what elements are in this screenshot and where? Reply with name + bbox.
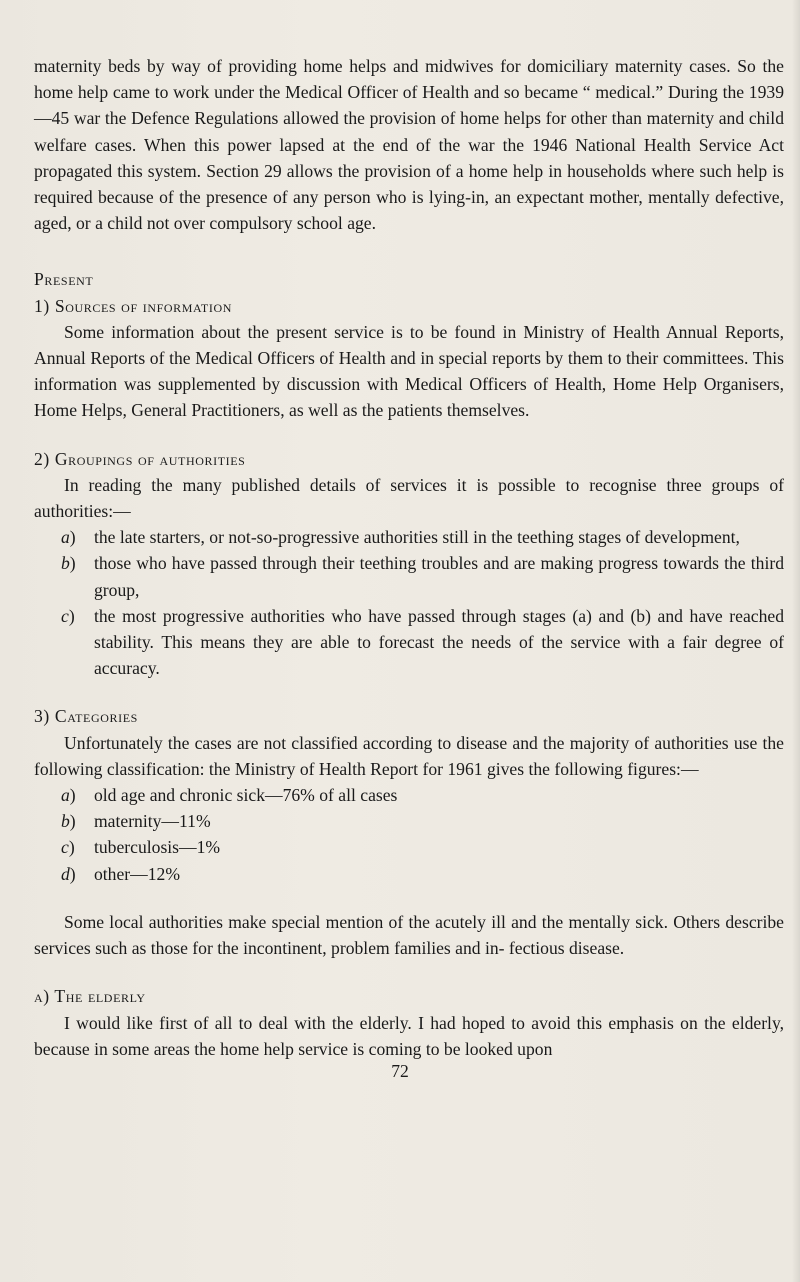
categories-after-paragraph: Some local authorities make special mention of the acutely ill and the mentally sick. Others describe services such as those for the incontinent, problem families and in- fectious disease. <box>34 911 784 959</box>
present-heading: Present <box>34 269 94 290</box>
sources-heading: 1) Sources of information <box>34 295 232 316</box>
list-item <box>34 524 784 550</box>
list-item <box>34 782 784 808</box>
list-item <box>34 834 784 860</box>
groupings-paragraph: In reading the many published details of services it is possible to recognise three groups of authorities:— <box>34 474 784 522</box>
list-item-text: other—12% <box>94 863 180 884</box>
list-marker: b) <box>61 811 76 832</box>
list-item-text: the late starters, or not-so-progressive authorities still in the teething stages of development, <box>94 527 740 548</box>
groupings-heading: 2) Groupings of authorities <box>34 448 246 469</box>
list-marker: a) <box>61 785 76 806</box>
list-item <box>34 808 784 834</box>
list-marker: b) <box>61 553 76 574</box>
list-item-text: old age and chronic sick—76% of all cases <box>94 785 398 806</box>
list-marker: d) <box>61 863 76 884</box>
list-item-text: those who have passed through their teething troubles and are making progress towards the third group, <box>94 553 784 600</box>
list-item-text: maternity—11% <box>94 811 211 832</box>
list-item <box>34 861 784 887</box>
elderly-heading: a) The elderly <box>34 986 146 1007</box>
elderly-paragraph: I would like first of all to deal with the elderly. I had hoped to avoid this emphasis on the elderly, because in some areas the home help service is coming to be looked upon <box>34 1012 784 1059</box>
list-marker: a) <box>61 527 76 548</box>
list-marker: c) <box>61 605 75 626</box>
page-number: 72 <box>391 1061 409 1081</box>
categories-heading: 3) Categories <box>34 706 138 727</box>
sources-paragraph: Some information about the present service is to be found in Ministry of Health Annual Reports, Annual Reports of the Medical Officers of Health and in special reports by them to their committees. This information was supplemented by discussion with Medical Officers of Health, Home Help Organisers, Home Helps, General Practitioners, as well as the patients themselves. <box>34 321 784 421</box>
list-item-text: the most progressive authorities who have passed through stages (a) and (b) and have reached stability. This means they are able to forecast the needs of the service with a fair degree of accuracy. <box>94 605 784 679</box>
list-item <box>34 603 784 682</box>
text-column <box>34 53 784 1062</box>
list-item-text: tuberculosis—1% <box>94 837 221 858</box>
page-edge-shadow <box>792 0 800 1282</box>
intro-paragraph: maternity beds by way of providing home helps and midwives for domiciliary maternity cases. So the home help came to work under the Medical Officer of Health and so became “ medical.” During the 1939—45 war the Defence Regulations allowed the provision of home helps for other than maternity and child welfare cases. When this power lapsed at the end of the war the 1946 National Health Service Act propagated this system. Section 29 allows the provision of a home help in households where such help is required because of the presence of any person who is lying-in, an expectant mother, mentally defective, aged, or a child not over compulsory school age. <box>34 56 784 234</box>
list-marker: c) <box>61 837 75 858</box>
categories-paragraph: Unfortunately the cases are not classified according to disease and the majority of authorities use the following classification: the Ministry of Health Report for 1961 gives the following figures:— <box>34 732 784 779</box>
list-item <box>34 550 784 602</box>
